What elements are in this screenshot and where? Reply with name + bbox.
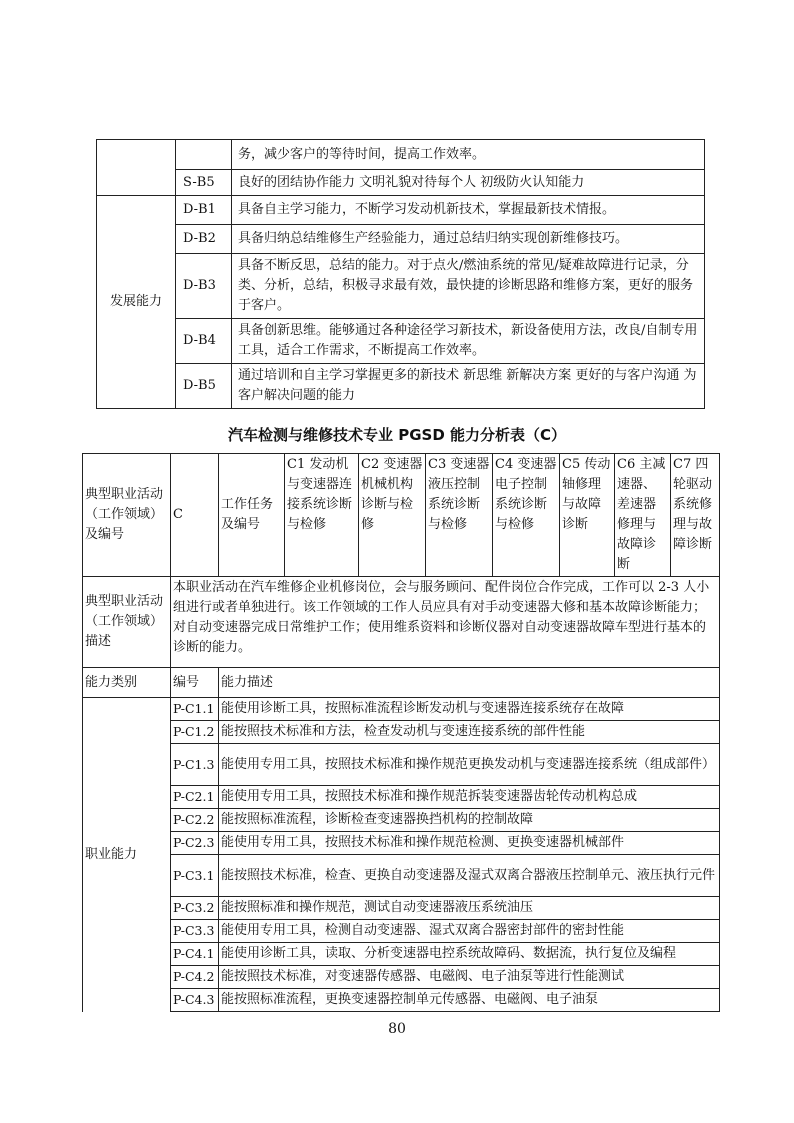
activity-code: C (171, 454, 219, 577)
table-row (97, 140, 705, 170)
table-row (83, 966, 720, 989)
desc-cell: 能按照技术标准和方法，检查发动机与变速连接系统的部件性能 (219, 721, 720, 744)
description-row (83, 577, 720, 668)
desc-cell: 务，减少客户的等待时间，提高工作效率。 (232, 140, 705, 170)
code-cell: S-B5 (176, 170, 232, 196)
description-text: 本职业活动在汽车维修企业机修岗位，会与服务顾问、配件岗位合作完成，工作可以 2-3 人小组进行或者单独进行。该工作领域的工作人员应具有对手动变速器大修和基本故障诊断能力；对自动变速器完成日常维护工作；使用维系资料和诊断仪器对自动变速器故障车型进行基本的诊断的能力。 (171, 577, 720, 668)
code-cell: D-B1 (176, 196, 232, 225)
desc-cell: 具备不断反思，总结的能力。对于点火/燃油系统的常见/疑难故障进行记录，分类、分析，总结，积极寻求最有效，最快捷的诊断思路和维修方案，更好的服务于客户。 (232, 254, 705, 319)
task-c7: C7 四轮驱动系统修理与故障诊断 (671, 454, 720, 577)
table-row (83, 920, 720, 943)
development-ability-table (96, 139, 705, 409)
desc-cell: 能按照标准和操作规范，测试自动变速器液压系统油压 (219, 897, 720, 920)
table-title: 汽车检测与维修技术专业 PGSD 能力分析表（C） (227, 426, 566, 444)
activity-label: 典型职业活动（工作领域）及编号 (83, 454, 171, 577)
desc-cell: 具备创新思维。能够通过各种途径学习新技术，新设备使用方法，改良/自制专用工具，适合工作需求，不断提高工作效率。 (232, 319, 705, 364)
desc-cell: 能使用专用工具，按照技术标准和操作规范检测、更换变速器机械部件 (219, 832, 720, 855)
task-label: 工作任务及编号 (219, 454, 285, 577)
desc-cell: 能使用诊断工具，读取、分析变速器电控系统故障码、数据流，执行复位及编程 (219, 943, 720, 966)
code-cell: P-C3.1 (171, 855, 219, 897)
table-row (97, 254, 705, 319)
desc-header: 能力描述 (219, 668, 720, 698)
category-cell: 发展能力 (97, 196, 176, 409)
code-cell: P-C3.3 (171, 920, 219, 943)
desc-cell: 能按照技术标准，检查、更换自动变速器及湿式双离合器液压控制单元、液压执行元件 (219, 855, 720, 897)
code-cell: D-B4 (176, 319, 232, 364)
desc-cell: 良好的团结协作能力 文明礼貌对待每个人 初级防火认知能力 (232, 170, 705, 196)
task-c1: C1 发动机与变速器连接系统诊断与检修 (285, 454, 359, 577)
category-cell: 职业能力 (83, 698, 171, 1012)
table-row (83, 989, 720, 1012)
table-row (83, 897, 720, 920)
code-cell: P-C4.1 (171, 943, 219, 966)
code-header: 编号 (171, 668, 219, 698)
page-number: 80 (388, 1021, 406, 1037)
table-row (83, 855, 720, 897)
code-cell: P-C3.2 (171, 897, 219, 920)
code-cell: P-C2.1 (171, 786, 219, 809)
table-row (83, 744, 720, 786)
desc-cell: 能使用诊断工具，按照标准流程诊断发动机与变速器连接系统存在故障 (219, 698, 720, 721)
code-cell: P-C2.3 (171, 832, 219, 855)
task-c6: C6 主减速器、差速器修理与故障诊断 (615, 454, 671, 577)
desc-cell: 能按照技术标准，对变速器传感器、电磁阀、电子油泵等进行性能测试 (219, 966, 720, 989)
table-row (83, 786, 720, 809)
code-cell: D-B5 (176, 364, 232, 409)
code-cell: P-C1.1 (171, 698, 219, 721)
code-cell-empty (176, 140, 232, 170)
code-cell: D-B3 (176, 254, 232, 319)
code-cell: P-C4.3 (171, 989, 219, 1012)
desc-cell: 能按照标准流程，诊断检查变速器换挡机构的控制故障 (219, 809, 720, 832)
desc-cell: 能使用专用工具，按照技术标准和操作规范更换发动机与变速器连接系统（组成部件） (219, 744, 720, 786)
table-row (97, 170, 705, 196)
category-cell-empty (97, 140, 176, 196)
pgsd-ability-table (82, 453, 720, 1012)
category-header: 能力类别 (83, 668, 171, 698)
description-label: 典型职业活动（工作领域）描述 (83, 577, 171, 668)
desc-cell: 能使用专用工具，检测自动变速器、湿式双离合器密封部件的密封性能 (219, 920, 720, 943)
code-cell: D-B2 (176, 225, 232, 254)
table-row (97, 319, 705, 364)
task-c4: C4 变速器电子控制系统诊断与检修 (493, 454, 560, 577)
header-row (83, 454, 720, 577)
table-row (83, 943, 720, 966)
table-row (97, 196, 705, 225)
table-row (97, 364, 705, 409)
code-cell: P-C2.2 (171, 809, 219, 832)
table-row (83, 832, 720, 855)
code-cell: P-C1.3 (171, 744, 219, 786)
desc-cell: 能使用专用工具，按照技术标准和操作规范拆装变速器齿轮传动机构总成 (219, 786, 720, 809)
table-row (97, 225, 705, 254)
code-cell: P-C4.2 (171, 966, 219, 989)
desc-cell: 具备归纳总结维修生产经验能力，通过总结归纳实现创新维修技巧。 (232, 225, 705, 254)
table-row (83, 721, 720, 744)
desc-cell: 具备自主学习能力，不断学习发动机新技术，掌握最新技术情报。 (232, 196, 705, 225)
code-cell: P-C1.2 (171, 721, 219, 744)
desc-cell: 能按照标准流程，更换变速器控制单元传感器、电磁阀、电子油泵 (219, 989, 720, 1012)
task-c2: C2 变速器机械机构诊断与检修 (359, 454, 426, 577)
column-header-row (83, 668, 720, 698)
table-row (83, 698, 720, 721)
desc-cell: 通过培训和自主学习掌握更多的新技术 新思维 新解决方案 更好的与客户沟通 为客户解决问题的能力 (232, 364, 705, 409)
task-c3: C3 变速器液压控制系统诊断与检修 (426, 454, 493, 577)
task-c5: C5 传动轴修理与故障诊断 (560, 454, 615, 577)
table-row (83, 809, 720, 832)
